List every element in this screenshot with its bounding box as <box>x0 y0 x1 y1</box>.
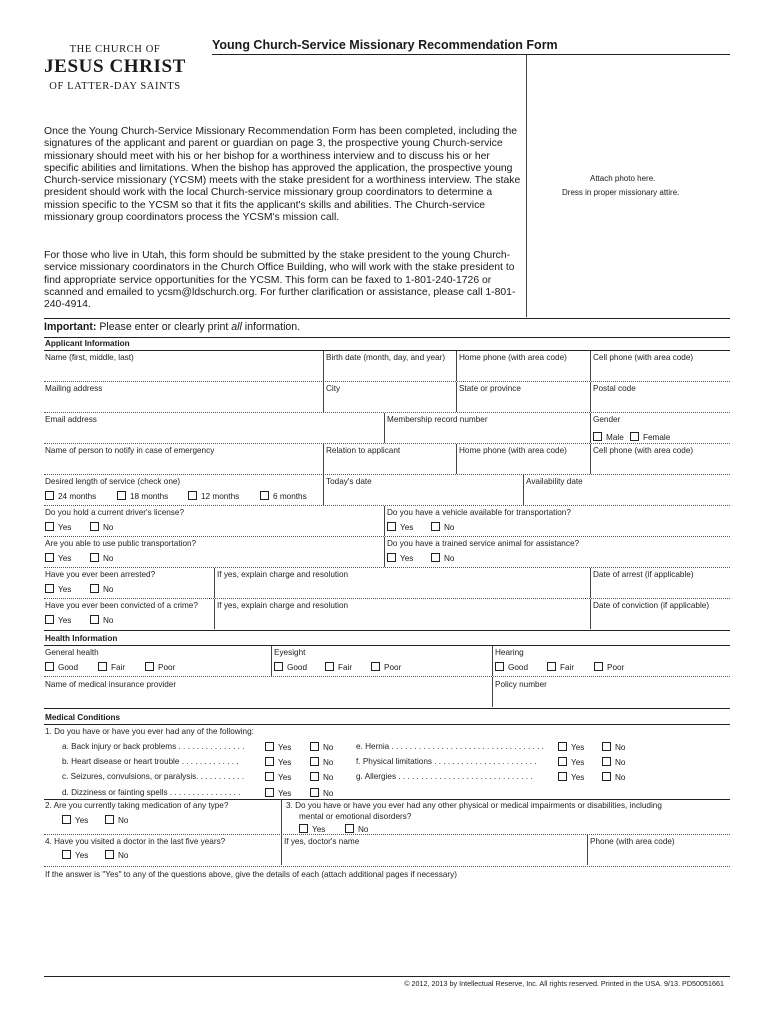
emergency-home-phone-field[interactable]: Home phone (with area code) <box>459 446 567 455</box>
home-phone-field[interactable]: Home phone (with area code) <box>459 353 567 362</box>
divider <box>281 800 282 834</box>
email-field[interactable]: Email address <box>45 415 97 424</box>
checkbox-icon <box>105 850 114 859</box>
checkbox-icon <box>265 788 274 797</box>
condition-g-yes[interactable] <box>558 772 584 782</box>
option-label: No <box>103 616 114 625</box>
option-label: Yes <box>278 789 292 798</box>
question-4: 4. Have you visited a doctor in the last five years? <box>45 837 226 846</box>
condition-a-no[interactable] <box>310 742 333 752</box>
condition-a-label: a. Back injury or back problems . . . . . . . . . . . . . . . <box>62 742 245 751</box>
question-3-continued: mental or emotional disorders? <box>299 812 412 821</box>
option-label: Yes <box>571 773 585 782</box>
section-rule <box>44 630 730 631</box>
mailing-address-field[interactable]: Mailing address <box>45 384 103 393</box>
option-label: No <box>444 554 455 563</box>
details-instruction: If the answer is "Yes" to any of the questions above, give the details of each (attach additional pages if necessary) <box>45 870 457 879</box>
policy-number-field[interactable]: Policy number <box>495 680 547 689</box>
condition-b-yes[interactable] <box>265 757 291 767</box>
condition-g-no[interactable] <box>602 772 625 782</box>
divider <box>323 444 324 474</box>
condition-g-label: g. Allergies . . . . . . . . . . . . . . . . . . . . . . . . . . . . . . <box>356 772 533 781</box>
length-18-checkbox[interactable] <box>117 491 168 501</box>
row-rule <box>44 474 730 475</box>
option-label: Yes <box>58 585 72 594</box>
option-label: Yes <box>278 743 292 752</box>
option-label: Fair <box>338 663 353 672</box>
q3-yes-checkbox[interactable] <box>299 824 325 834</box>
doctor-name-field[interactable]: If yes, doctor's name <box>284 837 360 846</box>
question-3: 3. Do you have or have you ever had any other physical or medical impairments or disabilities, including <box>286 801 662 810</box>
license-question: Do you hold a current driver's license? <box>45 508 184 517</box>
checkbox-icon <box>602 742 611 751</box>
question-2: 2. Are you currently taking medication of any type? <box>45 801 229 810</box>
option-label: Yes <box>278 758 292 767</box>
important-note <box>44 321 300 333</box>
general-poor-checkbox[interactable] <box>145 662 175 672</box>
public-no-checkbox[interactable] <box>90 553 113 563</box>
name-field[interactable]: Name (first, middle, last) <box>45 353 134 362</box>
photo-box-border <box>526 55 527 317</box>
option-label: 24 months <box>58 492 97 501</box>
section-rule <box>44 708 730 709</box>
vehicle-question: Do you have a vehicle available for transportation? <box>387 508 571 517</box>
checkbox-icon <box>547 662 556 671</box>
option-label: No <box>615 773 626 782</box>
hearing-poor-checkbox[interactable] <box>594 662 624 672</box>
photo-attire-note: Dress in proper missionary attire. <box>562 188 680 197</box>
condition-d-yes[interactable] <box>265 788 291 798</box>
option-label: Fair <box>111 663 126 672</box>
checkbox-icon <box>602 757 611 766</box>
divider <box>323 351 324 381</box>
checkbox-icon <box>45 584 54 593</box>
form-title: Young Church-Service Missionary Recommendation Form <box>212 38 558 52</box>
option-label: Yes <box>400 523 414 532</box>
license-no-checkbox[interactable] <box>90 522 113 532</box>
option-label: No <box>118 851 129 860</box>
hearing-fair-checkbox[interactable] <box>547 662 574 672</box>
checkbox-icon <box>593 432 602 441</box>
general-health-label: General health <box>45 648 99 657</box>
condition-a-yes[interactable] <box>265 742 291 752</box>
option-label: No <box>103 554 114 563</box>
condition-b-no[interactable] <box>310 757 333 767</box>
health-heading-rule <box>44 645 730 646</box>
option-label: No <box>358 825 369 834</box>
gender-male-checkbox[interactable] <box>593 432 624 442</box>
applicant-heading: Applicant Information <box>45 339 130 348</box>
option-label: No <box>323 789 334 798</box>
checkbox-icon <box>387 522 396 531</box>
checkbox-icon <box>117 491 126 500</box>
checkbox-icon <box>265 757 274 766</box>
checkbox-icon <box>90 615 99 624</box>
option-label: Female <box>643 433 671 442</box>
condition-d-no[interactable] <box>310 788 333 798</box>
option-label: No <box>444 523 455 532</box>
important-emphasis: all <box>231 321 242 333</box>
option-label: No <box>615 743 626 752</box>
intro-paragraph-1: Once the Young Church-Service Missionary Recommendation Form has been completed, including the signatures of the applicant and parent or guardian on page 3, the prospective young Church-service missionary should meet with his or her bishop for a worthiness interview and to discuss his or her specific abilities and limitations. When the bishop has approved the application, the prospective young Church-service missionary (YCSM) meets with the stake president for a worthiness interview. The stake president should work with the local Church-service missionary group coordinators to determine a mission specific to the YCSM so that it fits the applicant's skills and abilities. The Church-service missionary group coordinators process the YCSM's mission call. <box>44 126 521 224</box>
checkbox-icon <box>387 553 396 562</box>
row-rule <box>44 443 730 444</box>
checkbox-icon <box>45 491 54 500</box>
q2-yes-checkbox[interactable] <box>62 815 88 825</box>
checkbox-icon <box>310 742 319 751</box>
checkbox-icon <box>495 662 504 671</box>
option-label: Yes <box>278 773 292 782</box>
condition-f-label: f. Physical limitations . . . . . . . . . . . . . . . . . . . . . . . <box>356 757 537 766</box>
eyesight-fair-checkbox[interactable] <box>325 662 352 672</box>
checkbox-icon <box>90 522 99 531</box>
option-label: 6 months <box>273 492 307 501</box>
condition-e-no[interactable] <box>602 742 625 752</box>
condition-c-label: c. Seizures, convulsions, or paralysis. . . . . . . . . . . <box>62 772 245 781</box>
option-label: No <box>118 816 129 825</box>
footer-rule <box>44 976 730 977</box>
option-label: Fair <box>560 663 575 672</box>
option-label: No <box>323 773 334 782</box>
applicant-top-rule <box>44 337 730 338</box>
option-label: No <box>615 758 626 767</box>
condition-c-no[interactable] <box>310 772 333 782</box>
divider <box>456 444 457 474</box>
row-rule <box>44 536 730 537</box>
option-label: Male <box>606 433 624 442</box>
divider <box>456 382 457 412</box>
checkbox-icon <box>431 553 440 562</box>
divider <box>214 599 215 629</box>
divider <box>492 646 493 676</box>
row-rule <box>44 834 730 835</box>
option-label: No <box>323 758 334 767</box>
divider <box>384 413 385 443</box>
checkbox-icon <box>98 662 107 671</box>
gender-female-checkbox[interactable] <box>630 432 670 442</box>
option-label: Good <box>508 663 529 672</box>
condition-f-yes[interactable] <box>558 757 584 767</box>
animal-yes-checkbox[interactable] <box>387 553 413 563</box>
checkbox-icon <box>558 757 567 766</box>
checkbox-icon <box>90 584 99 593</box>
convicted-no-checkbox[interactable] <box>90 615 113 625</box>
checkbox-icon <box>345 824 354 833</box>
eyesight-good-checkbox[interactable] <box>274 662 307 672</box>
arrested-question: Have you ever been arrested? <box>45 570 156 579</box>
service-animal-question: Do you have a trained service animal for assistance? <box>387 539 580 548</box>
divider <box>590 413 591 443</box>
arrested-no-checkbox[interactable] <box>90 584 113 594</box>
option-label: Yes <box>571 758 585 767</box>
important-tail: information. <box>244 321 301 333</box>
medical-heading-rule <box>44 724 730 725</box>
divider <box>323 475 324 505</box>
option-label: Good <box>287 663 308 672</box>
divider <box>456 351 457 381</box>
divider <box>271 646 272 676</box>
checkbox-icon <box>265 742 274 751</box>
divider <box>590 351 591 381</box>
checkbox-icon <box>260 491 269 500</box>
animal-no-checkbox[interactable] <box>431 553 454 563</box>
arrest-date-field[interactable]: Date of arrest (if applicable) <box>593 570 694 579</box>
length-24-checkbox[interactable] <box>45 491 96 501</box>
emergency-cell-phone-field[interactable]: Cell phone (with area code) <box>593 446 694 455</box>
checkbox-icon <box>188 491 197 500</box>
length-12-checkbox[interactable] <box>188 491 239 501</box>
divider <box>590 382 591 412</box>
public-transport-question: Are you able to use public transportation? <box>45 539 197 548</box>
logo-line-2: JESUS CHRIST <box>44 56 186 77</box>
checkbox-icon <box>602 772 611 781</box>
general-good-checkbox[interactable] <box>45 662 78 672</box>
vehicle-no-checkbox[interactable] <box>431 522 454 532</box>
checkbox-icon <box>594 662 603 671</box>
checkbox-icon <box>265 772 274 781</box>
q3-no-checkbox[interactable] <box>345 824 368 834</box>
option-label: 12 months <box>201 492 240 501</box>
intro-rule <box>44 318 730 319</box>
row-rule <box>44 866 730 867</box>
option-label: No <box>103 523 114 532</box>
state-field[interactable]: State or province <box>459 384 521 393</box>
divider <box>323 382 324 412</box>
divider <box>590 444 591 474</box>
checkbox-icon <box>299 824 308 833</box>
hearing-label: Hearing <box>495 648 524 657</box>
checkbox-icon <box>310 757 319 766</box>
conviction-date-field[interactable]: Date of conviction (if applicable) <box>593 601 710 610</box>
option-label: Yes <box>58 554 72 563</box>
emergency-contact-field[interactable]: Name of person to notify in case of emergency <box>45 446 215 455</box>
service-length-label: Desired length of service (check one) <box>45 477 181 486</box>
checkbox-icon <box>105 815 114 824</box>
divider <box>384 537 385 567</box>
checkbox-icon <box>45 615 54 624</box>
health-heading: Health Information <box>45 634 118 643</box>
question-1: 1. Do you have or have you ever had any of the following: <box>45 727 254 736</box>
checkbox-icon <box>45 553 54 562</box>
general-fair-checkbox[interactable] <box>98 662 125 672</box>
divider <box>492 677 493 707</box>
logo-line-3: OF LATTER-DAY SAINTS <box>49 81 181 92</box>
arrest-explain-field[interactable]: If yes, explain charge and resolution <box>217 570 349 579</box>
medical-heading: Medical Conditions <box>45 713 121 722</box>
option-label: Poor <box>607 663 625 672</box>
option-label: Yes <box>312 825 326 834</box>
arrested-yes-checkbox[interactable] <box>45 584 71 594</box>
relation-field[interactable]: Relation to applicant <box>326 446 401 455</box>
row-rule <box>44 381 730 382</box>
important-label: Important: <box>44 321 97 333</box>
availability-date-field[interactable]: Availability date <box>526 477 583 486</box>
checkbox-icon <box>558 742 567 751</box>
row-rule <box>44 567 730 568</box>
cell-phone-field[interactable]: Cell phone (with area code) <box>593 353 694 362</box>
checkbox-icon <box>45 662 54 671</box>
row-rule <box>44 676 730 677</box>
checkbox-icon <box>310 772 319 781</box>
title-rule <box>212 54 730 55</box>
convict-explain-field[interactable]: If yes, explain charge and resolution <box>217 601 349 610</box>
convicted-yes-checkbox[interactable] <box>45 615 71 625</box>
q4-yes-checkbox[interactable] <box>62 850 88 860</box>
logo-line-1: THE CHURCH OF <box>69 44 161 55</box>
doctor-phone-field[interactable]: Phone (with area code) <box>590 837 675 846</box>
details-area[interactable] <box>44 882 730 974</box>
intro-paragraph-2: For those who live in Utah, this form should be submitted by the stake president to the young Church-service missionary coordinators in the Church Office Building, who will work with the stake president to find appropriate service opportunities for the YCSM. This form can be faxed to 1-801-240-1726 or scanned and emailed to ycsm@ldschurch.org. For further clarification or assistance, please call 1-801-240-4914. <box>44 250 516 311</box>
important-text: Please enter or clearly print <box>99 321 229 333</box>
length-6-checkbox[interactable] <box>260 491 307 501</box>
row-rule <box>44 799 730 800</box>
condition-e-label: e. Hernia . . . . . . . . . . . . . . . . . . . . . . . . . . . . . . . . . . <box>356 742 544 751</box>
postal-code-field[interactable]: Postal code <box>593 384 636 393</box>
eyesight-poor-checkbox[interactable] <box>371 662 401 672</box>
checkbox-icon <box>274 662 283 671</box>
checkbox-icon <box>62 850 71 859</box>
option-label: Good <box>58 663 79 672</box>
vehicle-yes-checkbox[interactable] <box>387 522 413 532</box>
option-label: Yes <box>58 523 72 532</box>
gender-label: Gender <box>593 415 621 424</box>
option-label: Yes <box>75 816 89 825</box>
convicted-question: Have you ever been convicted of a crime? <box>45 601 198 610</box>
option-label: No <box>103 585 114 594</box>
divider <box>590 568 591 598</box>
copyright-footer: © 2012, 2013 by Intellectual Reserve, Inc. All rights reserved. Printed in the USA. 9/13. PD50051661 <box>404 979 724 988</box>
checkbox-icon <box>371 662 380 671</box>
condition-f-no[interactable] <box>602 757 625 767</box>
checkbox-icon <box>90 553 99 562</box>
membership-record-field[interactable]: Membership record number <box>387 415 488 424</box>
row-rule <box>44 505 730 506</box>
city-field[interactable]: City <box>326 384 341 393</box>
option-label: Yes <box>58 616 72 625</box>
checkbox-icon <box>558 772 567 781</box>
birth-date-field[interactable]: Birth date (month, day, and year) <box>326 353 446 362</box>
insurance-provider-field[interactable]: Name of medical insurance provider <box>45 680 177 689</box>
option-label: Yes <box>75 851 89 860</box>
license-yes-checkbox[interactable] <box>45 522 71 532</box>
checkbox-icon <box>62 815 71 824</box>
row-rule <box>44 412 730 413</box>
condition-e-yes[interactable] <box>558 742 584 752</box>
option-label: Yes <box>571 743 585 752</box>
public-yes-checkbox[interactable] <box>45 553 71 563</box>
divider <box>384 506 385 536</box>
option-label: No <box>323 743 334 752</box>
checkbox-icon <box>431 522 440 531</box>
option-label: 18 months <box>130 492 169 501</box>
row-rule <box>44 598 730 599</box>
q2-no-checkbox[interactable] <box>105 815 128 825</box>
option-label: Poor <box>158 663 176 672</box>
condition-c-yes[interactable] <box>265 772 291 782</box>
hearing-good-checkbox[interactable] <box>495 662 528 672</box>
q4-no-checkbox[interactable] <box>105 850 128 860</box>
condition-b-label: b. Heart disease or heart trouble . . . . . . . . . . . . . <box>62 757 239 766</box>
checkbox-icon <box>630 432 639 441</box>
divider <box>590 599 591 629</box>
todays-date-field[interactable]: Today's date <box>326 477 372 486</box>
checkbox-icon <box>45 522 54 531</box>
checkbox-icon <box>325 662 334 671</box>
option-label: Poor <box>384 663 402 672</box>
divider <box>281 835 282 865</box>
checkbox-icon <box>145 662 154 671</box>
applicant-heading-rule <box>44 350 730 351</box>
divider <box>214 568 215 598</box>
photo-instruction: Attach photo here. <box>590 174 656 183</box>
option-label: Yes <box>400 554 414 563</box>
condition-d-label: d. Dizziness or fainting spells . . . . . . . . . . . . . . . . <box>62 788 241 797</box>
checkbox-icon <box>310 788 319 797</box>
eyesight-label: Eyesight <box>274 648 306 657</box>
divider <box>587 835 588 865</box>
divider <box>523 475 524 505</box>
